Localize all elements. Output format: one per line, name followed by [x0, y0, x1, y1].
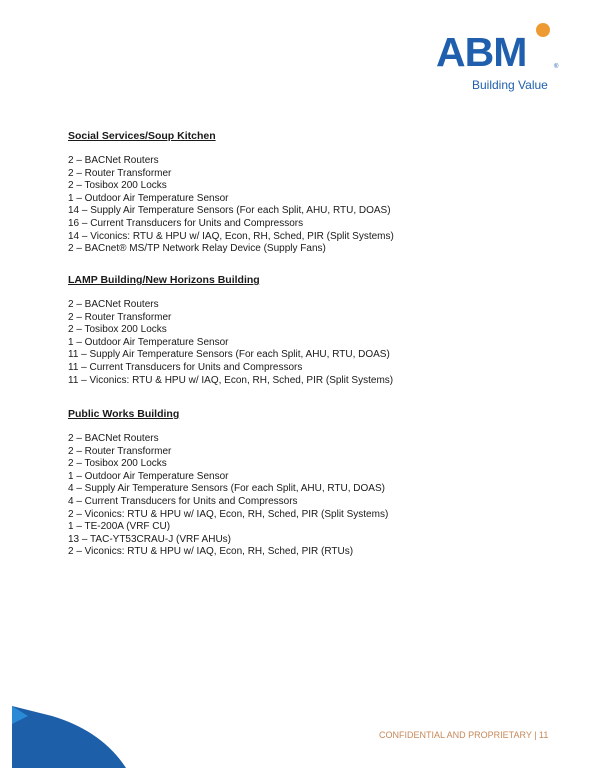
list-item: 11 – Viconics: RTU & HPU w/ IAQ, Econ, RH, Sched, PIR (Split Systems) [68, 374, 394, 386]
list-item: 14 – Supply Air Temperature Sensors (For each Split, AHU, RTU, DOAS) [68, 205, 391, 217]
list-item: 1 – Outdoor Air Temperature Sensor [68, 192, 229, 204]
list-item: 2 – BACNet Routers [68, 299, 159, 310]
section-heading: Public Works Building [68, 408, 180, 420]
list-item: 2 – BACNet Routers [68, 155, 159, 166]
equipment-list [68, 433, 388, 559]
list-item: 2 – Router Transformer [68, 445, 172, 457]
list-item: 2 – BACNet Routers [68, 433, 159, 444]
section-lamp-building [68, 274, 393, 387]
logo-registered-mark: ® [554, 64, 559, 70]
list-item: 2 – Router Transformer [68, 167, 172, 179]
section-public-works [68, 408, 388, 559]
list-item: 2 – Viconics: RTU & HPU w/ IAQ, Econ, RH, Sched, PIR (Split Systems) [68, 508, 389, 520]
list-item: 4 – Supply Air Temperature Sensors (For each Split, AHU, RTU, DOAS) [68, 483, 385, 495]
list-item: 2 – Viconics: RTU & HPU w/ IAQ, Econ, RH, Sched, PIR (RTUs) [68, 546, 354, 558]
section-heading: LAMP Building/New Horizons Building [68, 274, 260, 286]
list-item: 11 – Supply Air Temperature Sensors (For each Split, AHU, RTU, DOAS) [68, 349, 390, 361]
list-item: 2 – Tosibox 200 Locks [68, 324, 167, 336]
list-item: 2 – BACnet® MS/TP Network Relay Device (Supply Fans) [68, 243, 326, 255]
list-item: 13 – TAC-YT53CRAU-J (VRF AHUs) [68, 533, 231, 545]
list-item: 14 – Viconics: RTU & HPU w/ IAQ, Econ, RH, Sched, PIR (Split Systems) [68, 230, 394, 242]
list-item: 4 – Current Transducers for Units and Compressors [68, 495, 298, 507]
list-item: 16 – Current Transducers for Units and Compressors [68, 217, 304, 229]
footer-confidential-text: CONFIDENTIAL AND PROPRIETARY | 11 [379, 730, 549, 740]
list-item: 2 – Tosibox 200 Locks [68, 180, 167, 192]
logo-dot [536, 23, 550, 37]
list-item: 2 – Tosibox 200 Locks [68, 458, 167, 470]
list-item: 2 – Router Transformer [68, 311, 172, 323]
list-item: 1 – Outdoor Air Temperature Sensor [68, 470, 229, 482]
section-heading: Social Services/Soup Kitchen [68, 130, 216, 142]
equipment-list [68, 299, 393, 387]
list-item: 11 – Current Transducers for Units and Compressors [68, 361, 303, 373]
list-item: 1 – TE-200A (VRF CU) [68, 521, 171, 533]
logo-wordmark: ABM [436, 29, 527, 75]
footer-decorative-shape [12, 706, 126, 768]
abm-logo [434, 22, 574, 98]
logo-tagline: Building Value [472, 78, 548, 92]
section-social-services [68, 130, 394, 256]
equipment-list [68, 155, 394, 256]
list-item: 1 – Outdoor Air Temperature Sensor [68, 336, 229, 348]
